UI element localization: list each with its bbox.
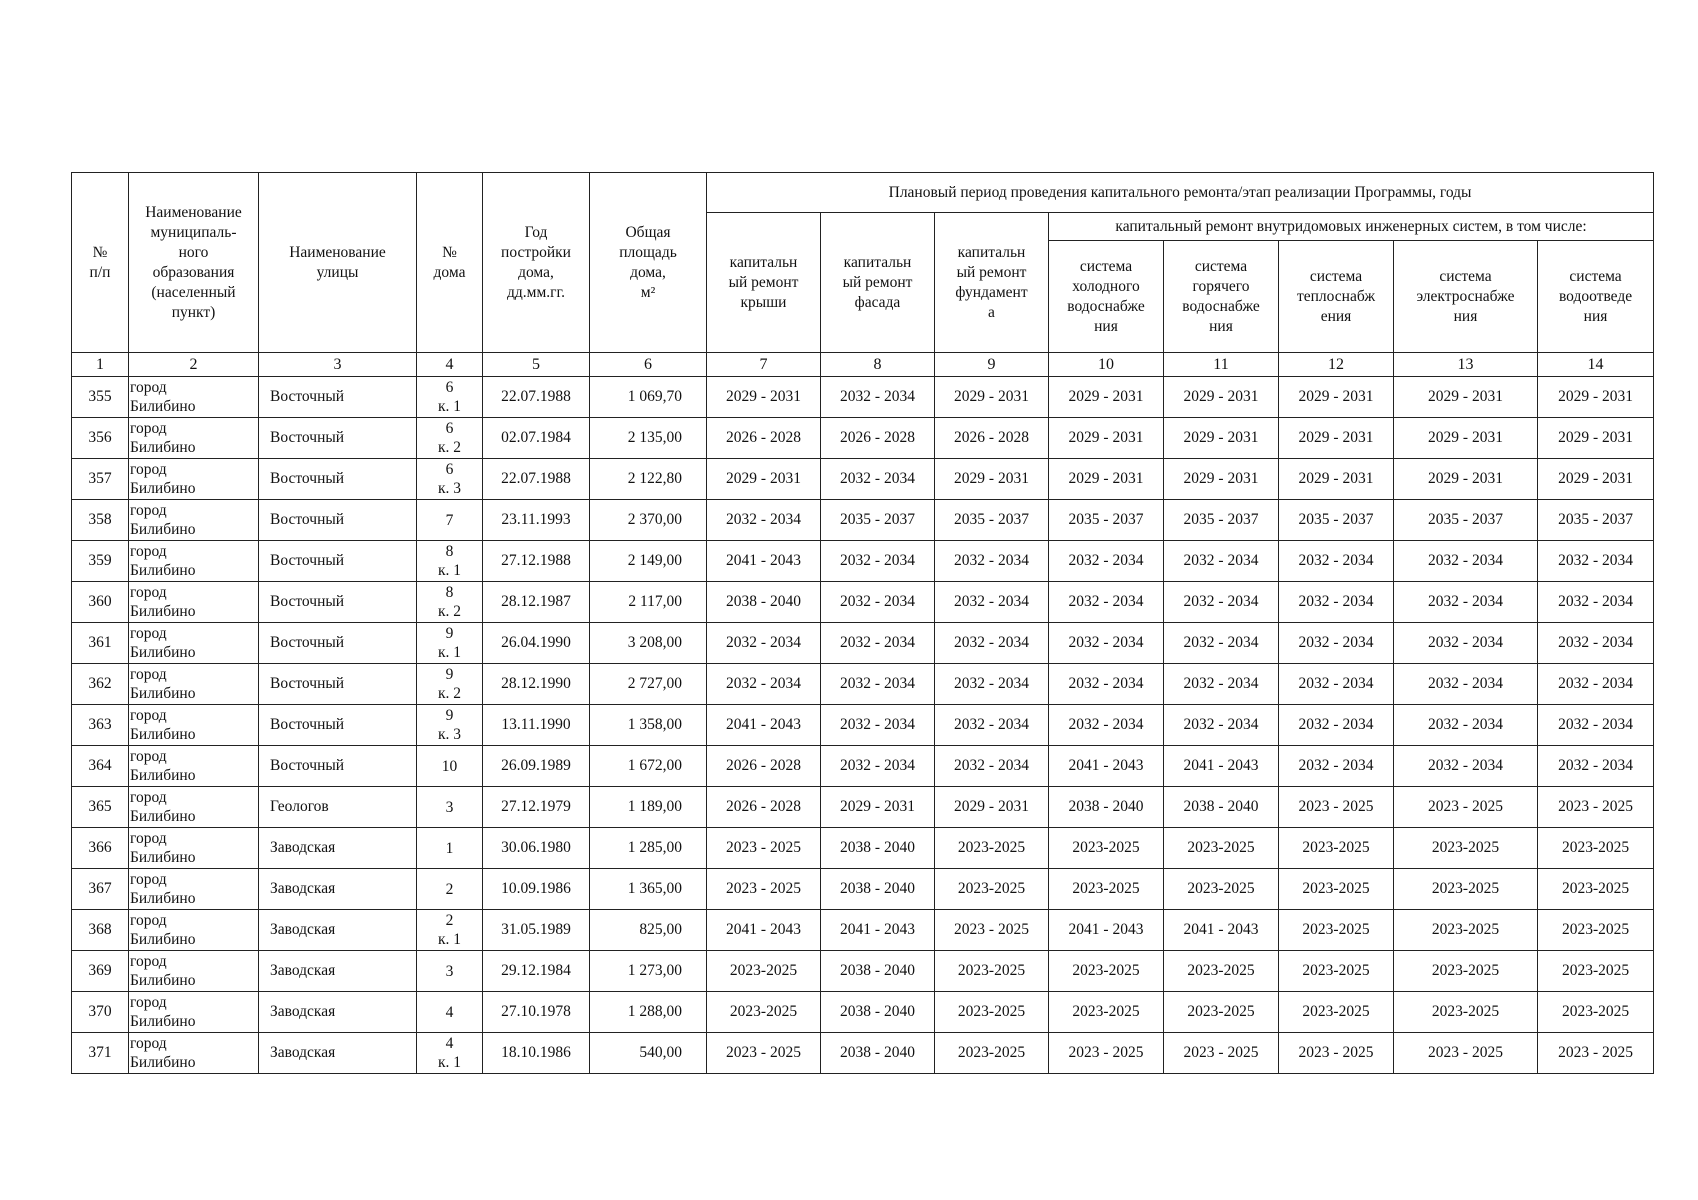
sewerage-cell: 2023-2025	[1538, 992, 1654, 1033]
table-row	[72, 1033, 1654, 1074]
build-date-cell: 27.12.1979	[483, 787, 590, 828]
foundation-repair-cell: 2035 - 2037	[935, 500, 1049, 541]
foundation-repair-cell: 2029 - 2031	[935, 377, 1049, 418]
sewerage-cell: 2029 - 2031	[1538, 459, 1654, 500]
street-cell: Восточный	[259, 377, 417, 418]
table-row	[72, 623, 1654, 664]
repair-schedule-table	[71, 172, 1654, 1074]
cold-water-cell: 2032 - 2034	[1049, 541, 1164, 582]
header-street: Наименование улицы	[259, 173, 417, 353]
foundation-repair-cell: 2032 - 2034	[935, 623, 1049, 664]
header-settlement: Наименование муниципаль- ного образования (населенный пункт)	[129, 173, 259, 353]
settlement-cell: город Билибино	[129, 910, 259, 951]
facade-repair-cell: 2038 - 2040	[821, 828, 935, 869]
hot-water-cell: 2023-2025	[1164, 828, 1279, 869]
house-number-cell: 6 к. 1	[417, 377, 483, 418]
heating-cell: 2032 - 2034	[1279, 664, 1394, 705]
heating-cell: 2023-2025	[1279, 992, 1394, 1033]
heating-cell: 2023-2025	[1279, 951, 1394, 992]
electricity-cell: 2023-2025	[1394, 828, 1538, 869]
heating-cell: 2023 - 2025	[1279, 1033, 1394, 1074]
column-number: 10	[1049, 353, 1164, 377]
hot-water-cell: 2032 - 2034	[1164, 664, 1279, 705]
repair-schedule-sheet	[71, 172, 1654, 1074]
electricity-cell: 2032 - 2034	[1394, 582, 1538, 623]
roof-repair-cell: 2026 - 2028	[707, 787, 821, 828]
total-area-cell: 2 122,80	[590, 459, 707, 500]
foundation-repair-cell: 2032 - 2034	[935, 746, 1049, 787]
roof-repair-cell: 2029 - 2031	[707, 377, 821, 418]
header-heating: система теплоснабж ения	[1279, 241, 1394, 353]
electricity-cell: 2032 - 2034	[1394, 746, 1538, 787]
sewerage-cell: 2023 - 2025	[1538, 1033, 1654, 1074]
total-area-cell: 1 358,00	[590, 705, 707, 746]
header-total-area: Общая площадь дома, м²	[590, 173, 707, 353]
roof-repair-cell: 2041 - 2043	[707, 705, 821, 746]
electricity-cell: 2035 - 2037	[1394, 500, 1538, 541]
cold-water-cell: 2029 - 2031	[1049, 459, 1164, 500]
sewerage-cell: 2032 - 2034	[1538, 746, 1654, 787]
facade-repair-cell: 2032 - 2034	[821, 623, 935, 664]
house-number-cell: 3	[417, 951, 483, 992]
sewerage-cell: 2023 - 2025	[1538, 787, 1654, 828]
settlement-cell: город Билибино	[129, 623, 259, 664]
sewerage-cell: 2035 - 2037	[1538, 500, 1654, 541]
electricity-cell: 2023 - 2025	[1394, 1033, 1538, 1074]
facade-repair-cell: 2038 - 2040	[821, 992, 935, 1033]
build-date-cell: 23.11.1993	[483, 500, 590, 541]
column-number: 7	[707, 353, 821, 377]
build-date-cell: 27.10.1978	[483, 992, 590, 1033]
build-date-cell: 27.12.1988	[483, 541, 590, 582]
hot-water-cell: 2023-2025	[1164, 869, 1279, 910]
house-number-cell: 9 к. 2	[417, 664, 483, 705]
house-number-cell: 4 к. 1	[417, 1033, 483, 1074]
hot-water-cell: 2032 - 2034	[1164, 541, 1279, 582]
sewerage-cell: 2032 - 2034	[1538, 705, 1654, 746]
table-row	[72, 418, 1654, 459]
column-number: 9	[935, 353, 1049, 377]
foundation-repair-cell: 2023-2025	[935, 992, 1049, 1033]
electricity-cell: 2029 - 2031	[1394, 377, 1538, 418]
total-area-cell: 1 285,00	[590, 828, 707, 869]
row-number: 369	[72, 951, 129, 992]
row-number: 370	[72, 992, 129, 1033]
build-date-cell: 18.10.1986	[483, 1033, 590, 1074]
build-date-cell: 30.06.1980	[483, 828, 590, 869]
settlement-cell: город Билибино	[129, 746, 259, 787]
column-number: 3	[259, 353, 417, 377]
roof-repair-cell: 2029 - 2031	[707, 459, 821, 500]
cold-water-cell: 2023-2025	[1049, 869, 1164, 910]
row-number: 358	[72, 500, 129, 541]
cold-water-cell: 2023-2025	[1049, 828, 1164, 869]
street-cell: Заводская	[259, 1033, 417, 1074]
row-number: 367	[72, 869, 129, 910]
street-cell: Восточный	[259, 459, 417, 500]
roof-repair-cell: 2032 - 2034	[707, 500, 821, 541]
facade-repair-cell: 2041 - 2043	[821, 910, 935, 951]
street-cell: Заводская	[259, 910, 417, 951]
build-date-cell: 31.05.1989	[483, 910, 590, 951]
hot-water-cell: 2023 - 2025	[1164, 1033, 1279, 1074]
sewerage-cell: 2032 - 2034	[1538, 664, 1654, 705]
heating-cell: 2023-2025	[1279, 910, 1394, 951]
roof-repair-cell: 2023-2025	[707, 951, 821, 992]
street-cell: Заводская	[259, 828, 417, 869]
build-date-cell: 02.07.1984	[483, 418, 590, 459]
build-date-cell: 29.12.1984	[483, 951, 590, 992]
cold-water-cell: 2032 - 2034	[1049, 664, 1164, 705]
settlement-cell: город Билибино	[129, 459, 259, 500]
house-number-cell: 9 к. 3	[417, 705, 483, 746]
build-date-cell: 28.12.1990	[483, 664, 590, 705]
electricity-cell: 2032 - 2034	[1394, 664, 1538, 705]
table-row	[72, 582, 1654, 623]
total-area-cell: 2 727,00	[590, 664, 707, 705]
cold-water-cell: 2041 - 2043	[1049, 910, 1164, 951]
settlement-cell: город Билибино	[129, 992, 259, 1033]
electricity-cell: 2023-2025	[1394, 869, 1538, 910]
total-area-cell: 1 273,00	[590, 951, 707, 992]
foundation-repair-cell: 2029 - 2031	[935, 787, 1049, 828]
street-cell: Заводская	[259, 992, 417, 1033]
house-number-cell: 7	[417, 500, 483, 541]
street-cell: Восточный	[259, 664, 417, 705]
settlement-cell: город Билибино	[129, 664, 259, 705]
table-row	[72, 500, 1654, 541]
house-number-cell: 8 к. 2	[417, 582, 483, 623]
cold-water-cell: 2035 - 2037	[1049, 500, 1164, 541]
total-area-cell: 1 365,00	[590, 869, 707, 910]
sewerage-cell: 2023-2025	[1538, 910, 1654, 951]
roof-repair-cell: 2026 - 2028	[707, 418, 821, 459]
cold-water-cell: 2032 - 2034	[1049, 705, 1164, 746]
hot-water-cell: 2032 - 2034	[1164, 623, 1279, 664]
facade-repair-cell: 2032 - 2034	[821, 541, 935, 582]
cold-water-cell: 2029 - 2031	[1049, 418, 1164, 459]
header-roof-repair: капитальн ый ремонт крыши	[707, 213, 821, 353]
heating-cell: 2032 - 2034	[1279, 582, 1394, 623]
heating-cell: 2029 - 2031	[1279, 377, 1394, 418]
heating-cell: 2032 - 2034	[1279, 705, 1394, 746]
column-number: 5	[483, 353, 590, 377]
facade-repair-cell: 2032 - 2034	[821, 459, 935, 500]
total-area-cell: 3 208,00	[590, 623, 707, 664]
row-number: 368	[72, 910, 129, 951]
settlement-cell: город Билибино	[129, 541, 259, 582]
settlement-cell: город Билибино	[129, 787, 259, 828]
street-cell: Восточный	[259, 623, 417, 664]
street-cell: Заводская	[259, 951, 417, 992]
roof-repair-cell: 2023 - 2025	[707, 869, 821, 910]
sewerage-cell: 2023-2025	[1538, 951, 1654, 992]
table-row	[72, 705, 1654, 746]
total-area-cell: 1 672,00	[590, 746, 707, 787]
row-number: 365	[72, 787, 129, 828]
total-area-cell: 1 069,70	[590, 377, 707, 418]
facade-repair-cell: 2032 - 2034	[821, 664, 935, 705]
house-number-cell: 2 к. 1	[417, 910, 483, 951]
build-date-cell: 13.11.1990	[483, 705, 590, 746]
street-cell: Восточный	[259, 418, 417, 459]
hot-water-cell: 2035 - 2037	[1164, 500, 1279, 541]
hot-water-cell: 2032 - 2034	[1164, 705, 1279, 746]
settlement-cell: город Билибино	[129, 869, 259, 910]
roof-repair-cell: 2032 - 2034	[707, 623, 821, 664]
roof-repair-cell: 2032 - 2034	[707, 664, 821, 705]
settlement-cell: город Билибино	[129, 828, 259, 869]
electricity-cell: 2023 - 2025	[1394, 787, 1538, 828]
foundation-repair-cell: 2032 - 2034	[935, 541, 1049, 582]
cold-water-cell: 2023-2025	[1049, 951, 1164, 992]
house-number-cell: 10	[417, 746, 483, 787]
roof-repair-cell: 2023 - 2025	[707, 1033, 821, 1074]
header-foundation-repair: капитальн ый ремонт фундамент а	[935, 213, 1049, 353]
column-number: 2	[129, 353, 259, 377]
sewerage-cell: 2023-2025	[1538, 828, 1654, 869]
row-number: 359	[72, 541, 129, 582]
header-plan-period: Плановый период проведения капитального ремонта/этап реализации Программы, годы	[707, 173, 1654, 213]
hot-water-cell: 2029 - 2031	[1164, 459, 1279, 500]
house-number-cell: 2	[417, 869, 483, 910]
cold-water-cell: 2023 - 2025	[1049, 1033, 1164, 1074]
street-cell: Заводская	[259, 869, 417, 910]
foundation-repair-cell: 2023-2025	[935, 828, 1049, 869]
electricity-cell: 2032 - 2034	[1394, 623, 1538, 664]
column-number: 12	[1279, 353, 1394, 377]
row-number: 356	[72, 418, 129, 459]
header-engineering-systems: капитальный ремонт внутридомовых инженерных систем, в том числе:	[1049, 213, 1654, 241]
foundation-repair-cell: 2023-2025	[935, 1033, 1049, 1074]
column-number: 11	[1164, 353, 1279, 377]
build-date-cell: 26.09.1989	[483, 746, 590, 787]
row-number: 360	[72, 582, 129, 623]
total-area-cell: 2 149,00	[590, 541, 707, 582]
electricity-cell: 2032 - 2034	[1394, 541, 1538, 582]
foundation-repair-cell: 2023-2025	[935, 869, 1049, 910]
facade-repair-cell: 2032 - 2034	[821, 705, 935, 746]
sewerage-cell: 2032 - 2034	[1538, 541, 1654, 582]
build-date-cell: 22.07.1988	[483, 377, 590, 418]
facade-repair-cell: 2032 - 2034	[821, 377, 935, 418]
row-number: 355	[72, 377, 129, 418]
cold-water-cell: 2029 - 2031	[1049, 377, 1164, 418]
roof-repair-cell: 2038 - 2040	[707, 582, 821, 623]
table-row	[72, 377, 1654, 418]
total-area-cell: 825,00	[590, 910, 707, 951]
hot-water-cell: 2029 - 2031	[1164, 418, 1279, 459]
facade-repair-cell: 2032 - 2034	[821, 746, 935, 787]
column-number: 4	[417, 353, 483, 377]
cold-water-cell: 2032 - 2034	[1049, 623, 1164, 664]
house-number-cell: 3	[417, 787, 483, 828]
foundation-repair-cell: 2023 - 2025	[935, 910, 1049, 951]
header-hot-water: система горячего водоснабже ния	[1164, 241, 1279, 353]
hot-water-cell: 2041 - 2043	[1164, 746, 1279, 787]
table-row	[72, 869, 1654, 910]
settlement-cell: город Билибино	[129, 377, 259, 418]
roof-repair-cell: 2041 - 2043	[707, 541, 821, 582]
table-row	[72, 910, 1654, 951]
heating-cell: 2032 - 2034	[1279, 623, 1394, 664]
header-facade-repair: капитальн ый ремонт фасада	[821, 213, 935, 353]
build-date-cell: 28.12.1987	[483, 582, 590, 623]
cold-water-cell: 2023-2025	[1049, 992, 1164, 1033]
heating-cell: 2035 - 2037	[1279, 500, 1394, 541]
cold-water-cell: 2032 - 2034	[1049, 582, 1164, 623]
header-electricity: система электроснабже ния	[1394, 241, 1538, 353]
table-row	[72, 541, 1654, 582]
facade-repair-cell: 2038 - 2040	[821, 869, 935, 910]
foundation-repair-cell: 2032 - 2034	[935, 582, 1049, 623]
street-cell: Восточный	[259, 582, 417, 623]
roof-repair-cell: 2023 - 2025	[707, 828, 821, 869]
cold-water-cell: 2041 - 2043	[1049, 746, 1164, 787]
table-body	[72, 377, 1654, 1074]
settlement-cell: город Билибино	[129, 418, 259, 459]
sewerage-cell: 2032 - 2034	[1538, 582, 1654, 623]
street-cell: Геологов	[259, 787, 417, 828]
roof-repair-cell: 2023-2025	[707, 992, 821, 1033]
total-area-cell: 1 288,00	[590, 992, 707, 1033]
column-number: 1	[72, 353, 129, 377]
table-row	[72, 664, 1654, 705]
heating-cell: 2032 - 2034	[1279, 541, 1394, 582]
electricity-cell: 2029 - 2031	[1394, 418, 1538, 459]
row-number: 361	[72, 623, 129, 664]
heating-cell: 2023-2025	[1279, 828, 1394, 869]
column-number: 14	[1538, 353, 1654, 377]
sewerage-cell: 2029 - 2031	[1538, 377, 1654, 418]
facade-repair-cell: 2038 - 2040	[821, 1033, 935, 1074]
street-cell: Восточный	[259, 500, 417, 541]
facade-repair-cell: 2026 - 2028	[821, 418, 935, 459]
heating-cell: 2023 - 2025	[1279, 787, 1394, 828]
hot-water-cell: 2038 - 2040	[1164, 787, 1279, 828]
street-cell: Восточный	[259, 705, 417, 746]
sewerage-cell: 2032 - 2034	[1538, 623, 1654, 664]
table-row	[72, 459, 1654, 500]
header-house: № дома	[417, 173, 483, 353]
facade-repair-cell: 2035 - 2037	[821, 500, 935, 541]
roof-repair-cell: 2026 - 2028	[707, 746, 821, 787]
header-row-number: № п/п	[72, 173, 129, 353]
street-cell: Восточный	[259, 746, 417, 787]
foundation-repair-cell: 2029 - 2031	[935, 459, 1049, 500]
table-row	[72, 951, 1654, 992]
house-number-cell: 8 к. 1	[417, 541, 483, 582]
heating-cell: 2029 - 2031	[1279, 459, 1394, 500]
settlement-cell: город Билибино	[129, 582, 259, 623]
house-number-cell: 9 к. 1	[417, 623, 483, 664]
facade-repair-cell: 2032 - 2034	[821, 582, 935, 623]
roof-repair-cell: 2041 - 2043	[707, 910, 821, 951]
settlement-cell: город Билибино	[129, 1033, 259, 1074]
settlement-cell: город Билибино	[129, 951, 259, 992]
header-cold-water: система холодного водоснабже ния	[1049, 241, 1164, 353]
row-number: 366	[72, 828, 129, 869]
build-date-cell: 10.09.1986	[483, 869, 590, 910]
total-area-cell: 540,00	[590, 1033, 707, 1074]
electricity-cell: 2032 - 2034	[1394, 705, 1538, 746]
hot-water-cell: 2032 - 2034	[1164, 582, 1279, 623]
heating-cell: 2023-2025	[1279, 869, 1394, 910]
table-row	[72, 828, 1654, 869]
table-row	[72, 787, 1654, 828]
hot-water-cell: 2023-2025	[1164, 992, 1279, 1033]
hot-water-cell: 2029 - 2031	[1164, 377, 1279, 418]
build-date-cell: 26.04.1990	[483, 623, 590, 664]
house-number-cell: 1	[417, 828, 483, 869]
total-area-cell: 2 370,00	[590, 500, 707, 541]
heating-cell: 2032 - 2034	[1279, 746, 1394, 787]
hot-water-cell: 2023-2025	[1164, 951, 1279, 992]
house-number-cell: 6 к. 3	[417, 459, 483, 500]
build-date-cell: 22.07.1988	[483, 459, 590, 500]
row-number: 371	[72, 1033, 129, 1074]
foundation-repair-cell: 2023-2025	[935, 951, 1049, 992]
street-cell: Восточный	[259, 541, 417, 582]
facade-repair-cell: 2029 - 2031	[821, 787, 935, 828]
electricity-cell: 2023-2025	[1394, 910, 1538, 951]
column-number: 13	[1394, 353, 1538, 377]
total-area-cell: 2 135,00	[590, 418, 707, 459]
electricity-cell: 2023-2025	[1394, 992, 1538, 1033]
house-number-cell: 6 к. 2	[417, 418, 483, 459]
electricity-cell: 2023-2025	[1394, 951, 1538, 992]
table-row	[72, 746, 1654, 787]
column-number-row	[72, 353, 1654, 377]
column-number: 6	[590, 353, 707, 377]
hot-water-cell: 2041 - 2043	[1164, 910, 1279, 951]
header-build-year: Год постройки дома, дд.мм.гг.	[483, 173, 590, 353]
foundation-repair-cell: 2026 - 2028	[935, 418, 1049, 459]
heating-cell: 2029 - 2031	[1279, 418, 1394, 459]
total-area-cell: 2 117,00	[590, 582, 707, 623]
total-area-cell: 1 189,00	[590, 787, 707, 828]
header-sewerage: система водоотведе ния	[1538, 241, 1654, 353]
house-number-cell: 4	[417, 992, 483, 1033]
column-number: 8	[821, 353, 935, 377]
foundation-repair-cell: 2032 - 2034	[935, 705, 1049, 746]
cold-water-cell: 2038 - 2040	[1049, 787, 1164, 828]
settlement-cell: город Билибино	[129, 500, 259, 541]
sewerage-cell: 2029 - 2031	[1538, 418, 1654, 459]
settlement-cell: город Билибино	[129, 705, 259, 746]
foundation-repair-cell: 2032 - 2034	[935, 664, 1049, 705]
row-number: 362	[72, 664, 129, 705]
row-number: 363	[72, 705, 129, 746]
table-row	[72, 992, 1654, 1033]
row-number: 357	[72, 459, 129, 500]
electricity-cell: 2029 - 2031	[1394, 459, 1538, 500]
sewerage-cell: 2023-2025	[1538, 869, 1654, 910]
facade-repair-cell: 2038 - 2040	[821, 951, 935, 992]
row-number: 364	[72, 746, 129, 787]
